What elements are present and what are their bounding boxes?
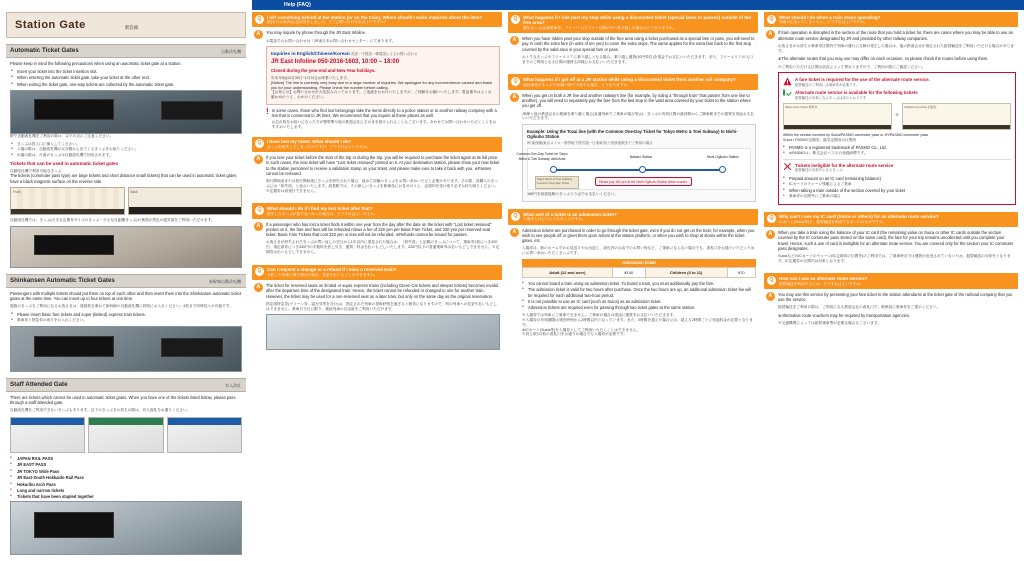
section-shinkansen-gates <box>6 274 246 372</box>
answer-text: You may use this service by presenting your fare ticket to the station attendants at the ticket gate of the railroad company that you use the service. <box>778 291 1013 303</box>
station-dot-nakano <box>639 166 646 173</box>
answer-note-jp: ※ご利用いただける区間は状況によって異なりますので、ご利用の際にご確認ください。 <box>778 64 926 69</box>
question-text-wrap <box>523 15 755 31</box>
ticket-front-label: Front <box>13 189 21 194</box>
question-icon: Q <box>511 77 520 86</box>
required-title-jp: 振替輸送のご利用には乗車券が必要です。 <box>795 83 860 88</box>
list-item: ● When taking a train outside of the section covered by your ticket <box>789 188 1011 193</box>
question-text-jp: きっぷを紛失してしまったのですが、どうすればよいですか。 <box>267 144 371 149</box>
answer-icon: A <box>766 230 775 239</box>
answer-text-jp: お客さまがお持ちの乗車券区間内で列車の運行に支障が発生した場合は、他の鉄道会社が指定された振替輸送をご利用いただける場合があります。 <box>778 43 1014 53</box>
faq-item-other-company-ticket <box>508 74 758 202</box>
table-cell-label: Children (6 to 11) <box>645 268 727 278</box>
ticket-edge <box>11 209 124 214</box>
section-header <box>6 274 246 288</box>
station-gate-title-jp: 駅設備 <box>125 25 139 30</box>
question-bar <box>508 12 758 33</box>
admission-notes-jp <box>522 313 756 337</box>
ineligible-title-wrap <box>795 163 893 173</box>
question-icon: Q <box>255 139 264 148</box>
answer-icon: A <box>254 222 263 231</box>
answer-icon: A <box>254 155 263 164</box>
cross-icon <box>783 163 792 172</box>
route-diagram <box>516 148 751 190</box>
question-text-wrap <box>267 267 499 277</box>
intro-text-jp: 駅で自動改札機をご利用の際は、以下の点にご注意ください。 <box>10 133 114 138</box>
question-text-wrap <box>779 214 1015 224</box>
list-item: ● It is not possible to use an IC card (such as Suica) as an admission ticket. <box>528 299 756 304</box>
question-text: What happens if I ride past my stop while using a discounted ticket (special fares or passes) outside of the free area? <box>523 14 752 26</box>
eligible-title-wrap <box>795 90 918 100</box>
question-icon: Q <box>255 15 264 24</box>
question-text: What should I do when a train stops operating? <box>779 14 881 20</box>
list-item: ● Insert your ticket into the ticket insertion slot. <box>17 69 242 74</box>
answer-text-jp: おトクなきっぷやフリーエリアに乗り越しとなる場合、乗り越し運賃(10円単位)を現金でお支払いいただきます。また、フリーエリアの入口までのご利用となる区間の運賃も同様にお支払いいただきます。 <box>522 54 753 64</box>
list-item: ● 乗車券の区間外にご乗車の場合 <box>789 194 1011 199</box>
answer-note: ※The alternate routes that you may use may differ on each occasion, so please check the routes before using them. <box>778 56 989 62</box>
section-title: Staff Attended Gate <box>10 380 68 388</box>
shinkansen-text: Passengers with multiple tickets should put them on top of each other and then insert them into the Shinkansen automatic ticket gates at the same time. You can insert up to four tickets at one time. <box>10 290 241 301</box>
answer-text-jp: 入場券は、駅のホームでのお見送りやお出迎え、改札内のお店でのお買い物など、ご乗車にならない場合でも、改札口をお通りいただくためにお買い求めいただくきっぷです。 <box>522 246 755 255</box>
exclamation-text: In some cases, those who find lost belongings take the items directly to a police station or to another railway company with a line that is connected to JR lines. We recommend that you inquire at these places as well. <box>271 107 497 118</box>
answer-body <box>252 222 502 258</box>
eligible-bullets <box>783 145 1011 156</box>
question-text-jp: 予約した列車に乗り遅れた場合、変更や払いもどしはできますか。 <box>267 272 378 277</box>
plus-icon: + <box>894 112 900 120</box>
list-item: ● 出場の際は、片道のきっぷは自動改札機で回収されます。 <box>17 153 242 158</box>
table-row <box>523 268 756 278</box>
gate-display <box>34 99 114 120</box>
list-item: ● 入場の際は、自動改札機の反対側から出てくるきっぷをお取りください。 <box>17 147 242 152</box>
list-item: ※入場券の有効期限は発売時刻から2時間以内となっています。また、2時間を超えた場合には、超える2時間ごとに別途料金が必要となります。 <box>522 318 753 327</box>
train-platform-photo <box>266 314 500 350</box>
station-dot-nishiogikubo <box>719 166 726 173</box>
table-cell-label: Adult (12 and over) <box>523 268 613 278</box>
question-icon: Q <box>511 212 520 221</box>
one-day-ticket-sample: Tokyo Metro & Toei Subway Common One-Day Ticket <box>535 176 579 189</box>
shinkansen-gate-display <box>34 336 114 358</box>
answer-text: When you get on both a JR line and another railway's line (for example, by riding a "through train" that passes from one line to another), you will need to separately pay the fare from the last stop in the valid area covered by your ticket to the station where you get off. <box>522 92 751 109</box>
answer-icon: A <box>766 30 775 39</box>
infoline-notice-jp: 【お知らせ】お問い合わせが大変混み合っております。ご迷惑をおかけいたしますが、ご理解をお願いいたします。電話番号はよくお確かめのうえ、おかけください。 <box>271 90 492 99</box>
faq-item-missed-train <box>252 265 502 351</box>
answer-body <box>252 155 502 196</box>
answer-text: You may inquire by phone through the JR East Infoline. <box>266 30 366 36</box>
pass-band <box>168 418 241 425</box>
ticket-photo <box>10 226 242 268</box>
question-text-jp: 紛失したきっぷが後で見つかった場合は、どうすればよいですか。 <box>267 211 378 216</box>
station-gate-title: Station Gate <box>15 19 86 31</box>
question-text-jp: 他社線発のきっぷでJR線の駅で下車する場合、どうなりますか。 <box>523 82 631 87</box>
section-staff-attended-gate <box>6 378 246 555</box>
list-item: ● JAPAN RAIL PASS <box>10 456 242 461</box>
list-item: ● JR TOKYO Wide Pass <box>10 469 242 474</box>
top-bar <box>0 0 1024 10</box>
infoline-box <box>266 46 500 104</box>
question-text-jp: 駅(または車内)に忘れ物をしました。どこに問い合わせればよいですか? <box>267 20 386 25</box>
usable-tickets-text: The tickets (commuter pass type) are large tickets and short distance small tickets) that can be used in automatic ticket gates have a black magnetic surface on the reverse side. <box>10 173 237 184</box>
answer-text-wrap <box>522 228 756 338</box>
answer-icon: A <box>510 36 519 45</box>
divider <box>783 159 1011 160</box>
answer-body <box>508 93 758 202</box>
answer-text: The ticket for reserved seats on limited or super express trains (including Green Car tickets and sleeper tickets) becomes invalid after the departure time of the designated train. Hence, the ticket cannot be refunded or changed to one for another train. However, the ticket may be used for a non-reserved seat on a later train, but only on the same day as the original reservation. <box>266 283 498 299</box>
answer-text-jp: 指定席特急券(グリーン券、寝台券等を含む)は、指定された列車の発車時刻を過ぎると無効になりますので、別の列車への変更や払いもどしはできません。乗車日当日に限り、後続列車の自由席をご利用いただけます。 <box>266 301 497 311</box>
section-title: Shinkansen Automatic Ticket Gates <box>10 276 115 284</box>
answer-text-wrap <box>266 222 500 258</box>
answer-text: If train operation is disrupted in the section of the route that you hold a ticket for, there are cases where you may be able to use an alternate route service designated by JR and provided by other railway companies. <box>778 30 1014 41</box>
magnetic-stripe <box>784 125 891 129</box>
faq-item-found-ticket <box>252 203 502 257</box>
question-text-wrap <box>267 15 499 25</box>
question-bar <box>252 265 502 280</box>
section-automatic-ticket-gates <box>6 44 246 268</box>
question-text: How can I use an alternate route service? <box>779 275 868 281</box>
question-text: I have lost my ticket. What should I do? <box>267 139 352 145</box>
list-item: ● Hokuriku Arch Pass <box>10 482 242 487</box>
column-faq-middle <box>508 12 758 344</box>
example-title-jp: 例:東西線(東京メトロ・都営地下鉄共通一日乗車券)で西荻窪駅までご利用の場合 <box>527 140 653 145</box>
question-text-wrap <box>523 212 755 222</box>
answer-text-jp: お電話でのお問い合わせは「JR東日本お問い合わせセンター」にて承ります。 <box>266 38 396 43</box>
answer-text-wrap <box>266 30 500 129</box>
question-bar <box>252 12 502 27</box>
list-item: ● When exiting the ticket gate, one-way tickets are collected by the automatic ticket gate. <box>17 82 242 87</box>
magnetic-stripe <box>903 125 1010 129</box>
eligible-section-note: Within the section covered by Suica/PASMO commuter pass or JR/PASMO commuter pass <box>783 133 929 138</box>
pass-band <box>11 418 84 425</box>
answer-icon: A <box>510 228 519 237</box>
ineligible-header <box>783 163 1011 173</box>
question-text-wrap <box>267 206 499 216</box>
question-icon: Q <box>511 15 520 24</box>
question-text: What should I do if I find my lost ticket after that? <box>267 205 373 211</box>
section-title-jp: 有人改札 <box>225 383 241 389</box>
list-item: ※ICカード(Suica等)を入場券としてご利用いただくことはできません。 <box>522 327 641 332</box>
infoline-heading-jp: 英語・中国語・韓国語によるお問い合わせ <box>350 52 418 57</box>
answer-text-wrap <box>778 30 1016 204</box>
section-body <box>6 58 246 268</box>
section-title-jp: 新幹線自動改札機 <box>209 278 241 284</box>
answer-icon: A <box>254 283 263 292</box>
question-text-jp: 割引きっぷ(企画乗車券、フリーパス)でフリー区間の外へ乗り越した場合はどうなりますか。 <box>523 26 677 30</box>
list-item: ● JR East-South Hokkaido Rail Pass <box>10 475 242 480</box>
infoline-heading-en: Inquiries in English/Chinese/Korean <box>271 51 350 57</box>
list-item: ● You cannot board a train using an admission ticket. To board a train, you must additionally pay the fare. <box>528 281 756 286</box>
multiple-trip-ticket-label: Multiple-trip ticket 回数券 <box>904 104 937 109</box>
ineligible-title: Tickets ineligible for the alternate route service <box>795 162 894 168</box>
question-text-jp: 列車が止まってしまったら、どうすればよいですか。 <box>779 20 868 25</box>
answer-note: ※Alternative route vouchers may be required by transportation agencies. <box>778 313 910 319</box>
staff-gate-text-jp: 自動改札機をご利用できないきっぷもあります。以下のきっぷをお持ちの際は、有人改札をお通りください。 <box>10 408 191 413</box>
answer-text-wrap <box>778 292 1016 329</box>
check-circle-icon <box>783 90 792 99</box>
answer-text-jp: JR線と他の鉄道会社の路線を乗り継ぐ場合(直通列車でご乗車の場合等)は、きっぷの有効区間の最終駅からご降車駅までの運賃を別途お支払いいただきます。 <box>522 111 754 121</box>
infoline-notice: [Notice] The line is currently very busy due to a large number of inquiries. We apologize for any inconvenience caused and thank you for your understanding. Please check the number before calling. <box>271 80 493 91</box>
list-item: ● Please insert basic fare tickets and super (limited) express train tickets. <box>17 312 242 317</box>
ticket-back-label: Back <box>130 189 138 194</box>
answer-icon: A <box>254 30 263 39</box>
ticket-sample-row <box>10 187 242 215</box>
question-icon: Q <box>255 267 264 276</box>
faq-item-use-alternate-route <box>764 273 1018 329</box>
exclamation-icon: ! <box>266 106 269 116</box>
answer-text-wrap <box>266 155 500 196</box>
shinkansen-gate-display-secondary <box>161 338 223 358</box>
station-gate-header <box>6 12 246 38</box>
station-dot-start <box>550 166 557 173</box>
exclamation-text-jp: お忘れ物をお拾いになった方が警察署や他の鉄道会社にそのまま届けられることもございます。あわせてお問い合わせいただくことをおすすめいたします。 <box>271 120 497 129</box>
basic-fare-ticket-sample <box>783 103 892 130</box>
help-title: Help (FAQ) <box>284 2 311 8</box>
help-banner <box>252 0 1024 10</box>
question-bar <box>252 137 502 152</box>
question-bar <box>764 273 1018 288</box>
answer-text-jp: 旅行開始前または旅行開始後にきっぷを紛失された場合、改めて同額のきっぷをお買い求めいただく必要があります。その際、再購入のきっぷには「紛失再」と表示いたします。到着駅では、その新しいきっぷを駅係員にお見せのうえ、証明印を受け取り必ずお持ち帰りください。※定期券は再発行できません。 <box>266 179 499 193</box>
staff-gate-booth <box>34 512 114 537</box>
ticket-back-image <box>128 187 243 215</box>
list-item: ● Tickets that have been stapled together <box>10 494 242 499</box>
pass-sample-row <box>10 417 242 453</box>
answer-text-wrap <box>778 230 1016 266</box>
fare-callout-jp: 160円を西荻窪駅のきっぷうりばでお支払いください。 <box>527 192 618 197</box>
table-caption: Admission ticket <box>522 259 756 267</box>
answer-text-jp: SuicaなどのICカードのチャージ(IC定期券の区間外)のご利用では、ご乗車時点では運賃が収受されていないため、振替輸送の対象外となります。IC定期券の区間内は対象となります。 <box>778 254 1011 263</box>
usable-tickets-heading-jp: 自動改札機で利用可能なきっぷ <box>10 168 62 173</box>
answer-body <box>252 283 502 350</box>
required-title: A fare ticket is required for the use of the alternate route service. <box>795 77 930 83</box>
list-item: ● The admission ticket is valid for two hours after purchase. Once the two hours are up, an additional admission ticket fee will be required for each additional two-hour period. <box>528 287 756 297</box>
ticket-photo-inset <box>34 235 114 255</box>
precaution-list <box>10 69 242 87</box>
list-item: ※同じ駅の2枚の改札口をお通りの場合でも入場券が必要です。 <box>522 332 628 337</box>
question-bar <box>252 203 502 218</box>
eligible-section-note-jp: Suica / PASMO定期券、磁気定期券の区間内 <box>783 137 857 142</box>
answer-text-jp: 振替輸送をご利用の際は、ご利用になる鉄道会社の改札口で、駅係員に乗車券をご提示ください。 <box>778 305 941 310</box>
question-icon: Q <box>767 214 776 223</box>
eligible-title: Alternate route service is available for the following tickets <box>795 90 918 96</box>
ineligible-title-jp: 振替輸送の対象外となるきっぷ <box>795 168 843 173</box>
admission-notes <box>522 281 756 310</box>
section-body <box>6 288 246 372</box>
question-text: I left something behind at the station (or on the train). Where should I make inquiries about the item? <box>267 14 483 20</box>
shinkansen-note-list <box>10 312 242 323</box>
tozai-line-example <box>516 124 756 202</box>
answer-body <box>764 292 1018 329</box>
question-text-jp: 振替輸送を利用するには、どうすればよいですか。 <box>779 281 864 286</box>
question-text-wrap <box>267 139 499 149</box>
staff-gate-text: There are tickets which cannot be used in automatic ticket gates. When you have one of the tickets listed below, please pass through a staff attended gate. <box>10 394 236 405</box>
question-icon: Q <box>767 276 776 285</box>
eligible-header <box>783 90 1011 100</box>
exclamation-text-wrap <box>272 108 500 130</box>
answer-text-jp: お客さまが紛失されたきっぷが買い直しの翌日から1年以内に発見された場合は、「紛失再」と記載のきっぷについて、乗車券1枚につき220円、指定席券につき330円の手数料を差し引き、運賃・料金を払いもどしいたします。220円以下の普通乗車券は払いもどしできません。※定期券は払いもどしできません。 <box>266 240 500 254</box>
pass-sample-2 <box>88 417 163 453</box>
question-text: What happens if I get off at a JR station while using a discounted ticket from another rail company? <box>523 76 736 82</box>
infoline-phone[interactable]: JR East Infoline 050-2016-1603, 10:00 – 18:00 <box>271 59 400 66</box>
ticket-front-image <box>10 187 125 215</box>
magnetic-stripe <box>129 207 242 214</box>
infoline-closed-jp: 年末年始(12月30日~1月3日)は休業いたします。 <box>271 75 351 80</box>
gate-display-secondary <box>161 101 223 120</box>
usable-tickets-text-jp: 自動改札機では、きっぷ(大きな定期券サイズのきっぷ・小さな近距離きっぷ)の裏面が黒色の磁気面をご利用いただけます。 <box>10 217 215 222</box>
table-cell-price: ¥140 <box>612 268 645 278</box>
precaution-list-jp <box>10 142 242 158</box>
fare-callout: Please pay 160 yen at the Nishi-Ogikubo Station ticket counter. <box>595 177 692 186</box>
multiple-trip-ticket-sample <box>902 103 1011 130</box>
intro-text: Please keep in mind the following precautions when using an automatic ticket gate at a station. <box>10 60 182 66</box>
fare-ticket-required-box <box>778 72 1016 204</box>
list-item: ● When entering the automatic ticket gate, take your ticket at the other end. <box>17 75 242 80</box>
valid-area-label: Common One-Day Ticket for Tokyo Metro & Toei Subway Valid Area <box>516 152 568 161</box>
shinkansen-text-jp: 複数のきっぷをご利用になるお客さまは、複数枚を重ねて新幹線の自動改札機に同時にお入れください。4枚まで同時投入が可能です。 <box>10 304 233 309</box>
nishiogikubo-station-label: Nishi-Ogikubo Station <box>706 155 739 160</box>
answer-body <box>508 36 758 67</box>
answer-icon: A <box>766 292 775 301</box>
answer-body <box>252 30 502 129</box>
staff-gate-photo <box>10 501 242 555</box>
question-text-wrap <box>523 77 755 87</box>
answer-text: When you have ridden past your stop outside of the free area using a ticket purchased as a special fare or pass, you will need to pay in cash the extra fare (in units of ten yen) to cover the extra stops. The same applies for the extra fare back to the first stop covered by the valid area in your special fare or pass. <box>522 36 755 52</box>
answer-note-jp: ※交通機関によっては振替乗車票が必要な場合もございます。 <box>778 321 881 326</box>
list-item: ● Prepaid amount on an IC card (remaining balance) <box>789 176 1011 181</box>
question-bar <box>764 212 1018 227</box>
admission-ticket-table <box>522 259 756 278</box>
nakano-station-label: Nakano Station <box>629 155 653 160</box>
alert-icon <box>783 77 792 86</box>
list-item: ● 乗車券と特急券の両方をお入れください。 <box>17 318 242 323</box>
list-item: ● Admission tickets are required even for passing through two ticket gates at the same station. <box>528 305 756 310</box>
required-header <box>783 77 1011 87</box>
example-title: Example: Using the Tozai line (with the Common One-Day Ticket for Tokyo Metro & Toei Subway) to Nishi-Ogikubo Station <box>527 129 738 140</box>
answer-body <box>764 230 1018 266</box>
shinkansen-gate-photo <box>10 326 242 372</box>
answer-text: Admission tickets are purchased in order to go through the ticket gate, even if you do not get on the train; for example, when you wish to see people off or greet them upon arrival at the station platform, or when you wish to shop at stores within the ticket gates, etc. <box>522 227 755 243</box>
list-item: ※入場券では列車にご乗車できません。ご乗車の場合は別途に運賃をお支払いいただきます。 <box>522 313 677 318</box>
column-faq-left <box>252 12 502 357</box>
infoline-exclamation <box>266 108 500 130</box>
basic-fare-ticket-label: Basic Fare Ticket 乗車券 <box>785 104 818 109</box>
pass-band <box>89 418 162 425</box>
column-faq-right <box>764 12 1018 336</box>
answer-text-wrap <box>516 92 756 202</box>
eligible-title-jp: 振替輸送の対象となるきっぷは次のとおりです <box>795 96 867 100</box>
answer-text: If a passenger who has lost a ticket finds it within one year from the day after the date on the ticket with "Lost ticket reissued" printed on it, the fare and fees will be refunded minus a fee of 220 yen per Basic Fare Ticket, and 330 yen per reserved seat ticket. Basic Fare Tickets that cost 220 yen or less will not be refunded. ※Refunds cannot be issued for passes. <box>266 221 492 238</box>
question-bar <box>508 209 758 224</box>
pass-sample-3 <box>167 417 242 453</box>
ineligible-bullets <box>783 176 1011 199</box>
question-text: Why can't I use my IC card (Suica or others) for an alternate route service? <box>779 214 939 220</box>
answer-text: When you take a train using the balance of your IC card (the remaining value on Suica or other IC cards outside the section covered by the IC commuter pass stored on the same card), the fare for your trip remains uncollected until you complete your travel. Hence, such a use of card is ineligible for an alternate route service. You are covered only for the section your IC commuter pass designates. <box>778 230 1014 251</box>
staff-gate-pass-list <box>10 456 242 500</box>
question-text-wrap <box>779 15 1015 25</box>
answer-text-wrap <box>266 283 500 350</box>
required-title-wrap <box>795 77 930 87</box>
question-bar <box>764 12 1018 27</box>
faq-item-ic-card <box>764 212 1018 267</box>
question-text-jp: ICカード(Suica等)で、振替輸送を利用できないのはなぜですか。 <box>779 219 887 224</box>
question-text-jp: 入場券とはどのようなきっぷですか。 <box>523 217 586 222</box>
section-title: Automatic Ticket Gates <box>10 47 79 54</box>
list-item: ● Long and narrow tickets <box>10 488 242 493</box>
section-header <box>6 44 246 58</box>
pass-sample-1 <box>10 417 85 453</box>
infoline-closed: Closed during the year-end and New Year holidays. <box>271 68 376 73</box>
faq-item-lost-property <box>252 12 502 130</box>
faq-item-admission-ticket <box>508 209 758 337</box>
list-item: ● きっぷは投入口に挿入してください。 <box>17 142 242 147</box>
answer-body <box>508 228 758 338</box>
question-icon: Q <box>255 206 264 215</box>
answer-body <box>764 30 1018 204</box>
answer-icon: A <box>510 93 519 102</box>
question-icon: Q <box>767 15 776 24</box>
list-item: ● ※PASMOは、株式会社パスモの登録商標です。 <box>789 151 1011 156</box>
table-cell-price: ¥70 <box>727 268 755 278</box>
column-station-gate <box>6 12 246 561</box>
answer-text: If you lose your ticket before the start of the trip or during the trip, you will be required to purchase the ticket again at its full price. In such cases, the new ticket will have "Lost ticket reissued" printed on it. At your destination station, please show your new ticket to the station personnel to receive a validation stamp on your ticket, and please make sure to take it back with you. ※Passes cannot be reissued. <box>266 155 500 176</box>
eligible-ticket-samples <box>783 103 1011 130</box>
infoline-heading <box>271 51 495 57</box>
section-body <box>6 392 246 555</box>
list-item: ● ICカードのチャージ残額によるご乗車 <box>789 182 1011 187</box>
list-item: ● JR EAST PASS <box>10 462 242 467</box>
list-item: ● PASMO is a registered trademark of PASMO Co., Ltd. <box>789 145 1011 150</box>
faq-item-train-stops <box>764 12 1018 205</box>
usable-tickets-heading: Tickets that can be used in automatic ticket gates <box>10 160 119 166</box>
question-text: What sort of a ticket is an admission ticket? <box>523 211 617 217</box>
answer-text-wrap <box>522 36 756 67</box>
ticket-gate-photo <box>10 90 242 134</box>
faq-item-lost-ticket <box>252 137 502 197</box>
section-header <box>6 378 246 392</box>
question-text-wrap <box>779 276 1015 286</box>
section-title-jp: 自動改札機 <box>221 49 241 55</box>
question-text: Can I request a change or a refund if I miss a reserved train? <box>267 267 397 273</box>
question-bar <box>508 74 758 89</box>
faq-item-ride-past-stop <box>508 12 758 67</box>
